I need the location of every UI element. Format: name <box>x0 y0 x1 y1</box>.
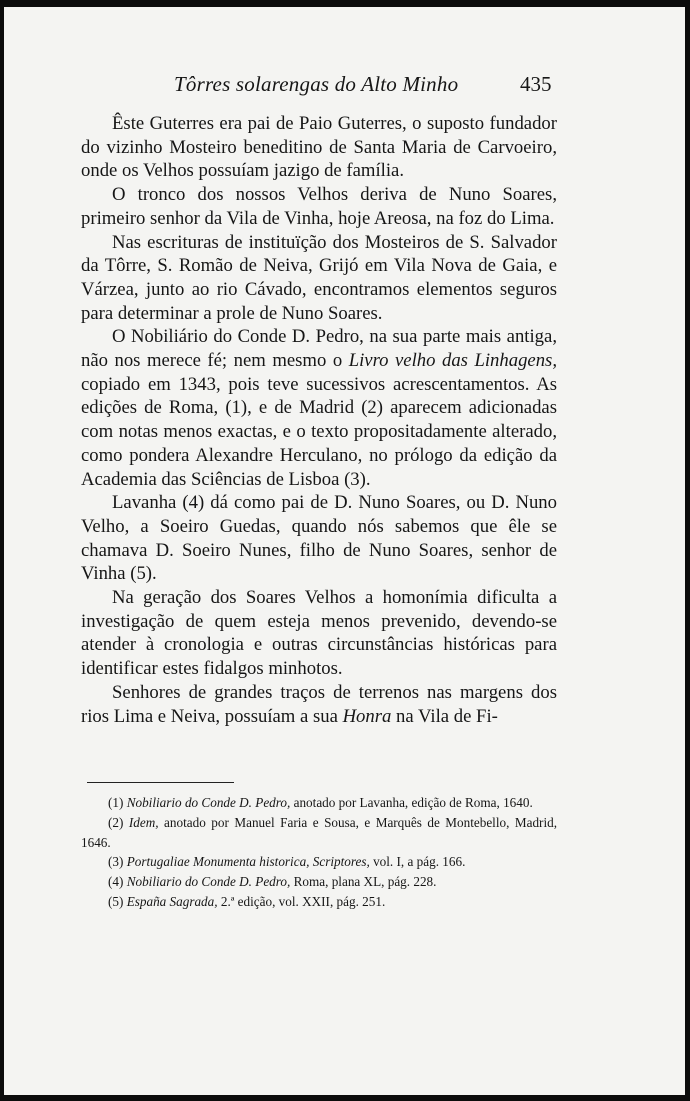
page-number: 435 <box>520 72 552 96</box>
footnote: (2) Idem, anotado por Manuel Faria e Sousa, e Marquês de Montebello, Madrid, 1646. <box>81 814 557 850</box>
footnote: (1) Nobiliario do Conde D. Pedro, anotado por Lavanha, edição de Roma, 1640. <box>108 795 533 810</box>
footnote: (5) España Sagrada, 2.ª edição, vol. XXII, pág. 251. <box>108 893 386 909</box>
footnote-divider <box>87 782 234 783</box>
paragraph: O tronco dos nossos Velhos deriva de Nuno Soares, primeiro senhor da Vila de Vinha, hoje Areosa, na foz do Lima. <box>81 184 557 229</box>
footnote: (4) Nobiliario do Conde D. Pedro, Roma, plana XL, pág. 228. <box>108 874 437 890</box>
italic-term: Honra <box>342 705 392 727</box>
body-text <box>81 112 557 728</box>
paragraph: Senhores de grandes traços de terrenos nas margens dos rios Lima e Neiva, possuíam a sua Honra na Vila de Fi- <box>81 681 557 727</box>
footnote: (3) Portugaliae Monumenta historica, Scriptores, vol. I, a pág. 166. <box>108 854 466 870</box>
running-head-title: Tôrres solarengas do Alto Minho <box>174 72 459 96</box>
footnotes <box>81 793 557 912</box>
scan-border-top <box>0 0 690 7</box>
paragraph: O Nobiliário do Conde D. Pedro, na sua parte mais antiga, não nos merece fé; nem mesmo o Livro velho das Linhagens, copiado em 1343, pois teve sucessivos acrescentamentos. As edições de Roma, (1), e de Madrid (2) aparecem adicionadas com notas menos exactas, e o texto propositadamente alterado, como pondera Alexandre Herculano, no prólogo da edição da Academia das Sciências de Lisboa (3). <box>81 326 557 490</box>
scan-border-right <box>685 0 690 1101</box>
paragraph: Na geração dos Soares Velhos a homonímia dificulta a investigação de quem esteja menos prevenido, devendo-se atender à cronologia e outras circunstâncias históricas para identificar estes fidalgos minhotos. <box>81 587 557 680</box>
paragraph: Nas escrituras de instituïção dos Mosteiros de S. Salvador da Tôrre, S. Romão de Neiva, Grijó em Vila Nova de Gaia, e Várzea, junto ao rio Cávado, encontramos elementos seguros para determinar a prole de Nuno Soares. <box>81 231 557 324</box>
paragraph: Êste Guterres era pai de Paio Guterres, o suposto fundador do vizinho Mosteiro beneditino de Santa Maria de Carvoeiro, onde os Velhos possuíam jazigo de família. <box>81 113 557 182</box>
footnote-marker: (2) <box>108 814 124 830</box>
footnote-marker: (1) <box>108 795 124 810</box>
footnote-marker: (4) <box>108 874 124 890</box>
italic-title: Livro velho das Linhagens, <box>348 350 557 372</box>
footnote-marker: (5) <box>108 893 124 909</box>
scan-border-bottom <box>0 1095 690 1101</box>
scan-border-left <box>0 0 4 1101</box>
footnote-marker: (3) <box>108 854 124 870</box>
paragraph: Lavanha (4) dá como pai de D. Nuno Soares, ou D. Nuno Velho, a Soeiro Guedas, quando nós sabemos que êle se chamava D. Soeiro Nunes, filho de Nuno Soares, senhor de Vinha (5). <box>81 492 557 585</box>
